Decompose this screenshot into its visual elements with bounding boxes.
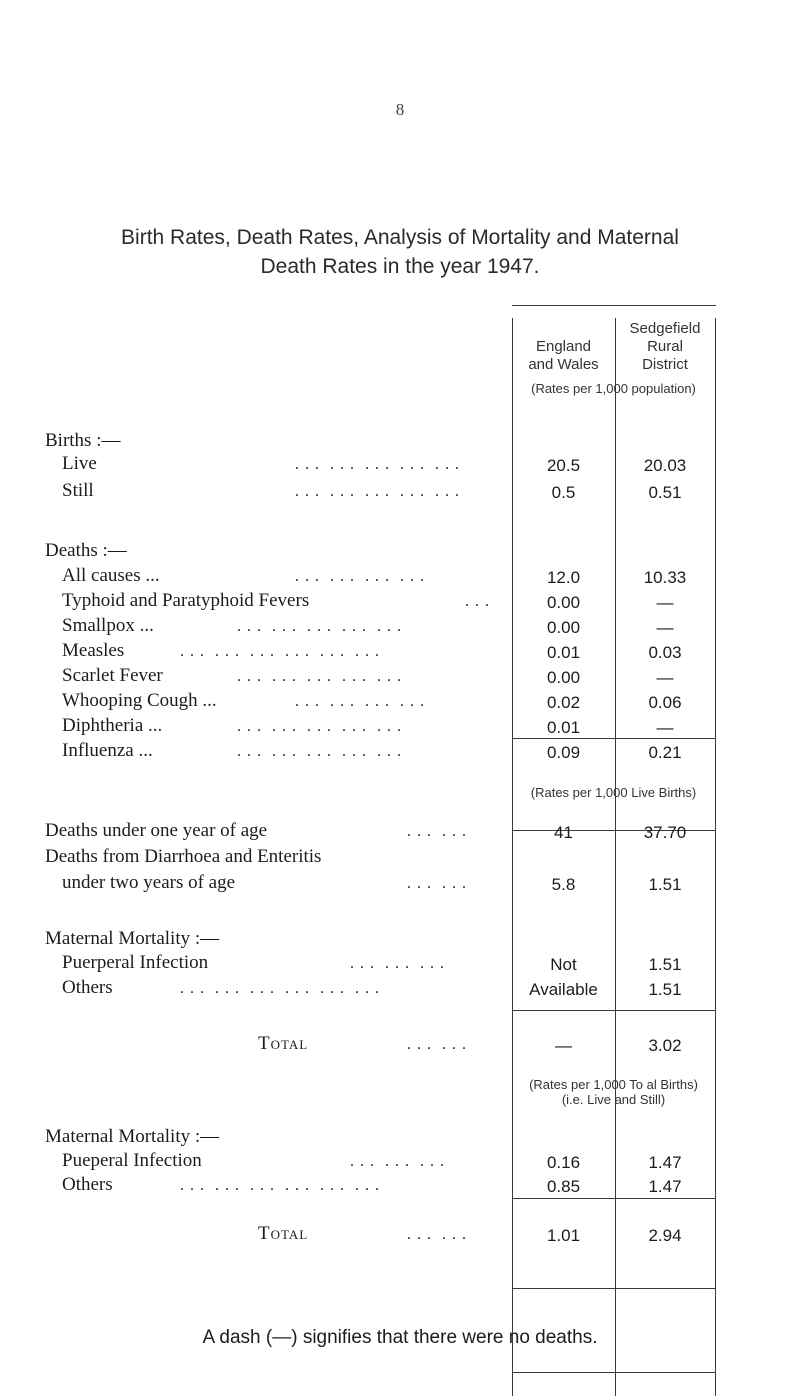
value-pueperal-ew: 0.16 [546,1153,581,1172]
value-all-causes-ew: 12.0 [546,568,581,587]
leader-dots: . . . . . . . . . . . . . . . . . . [180,643,380,660]
value-all-causes-sed: 10.33 [643,568,687,587]
value-total-ew: — [555,1036,572,1055]
footnote: A dash (—) signifies that there were no deaths. [202,1327,598,1348]
total-label-2: Total [258,1223,309,1244]
value-influenza-sed: 0.21 [648,743,682,762]
value-diphtheria-sed: — [656,718,674,737]
row-label-measles: Measles [62,640,125,661]
value-total-2-sed: 2.94 [648,1226,682,1245]
page-title-line-1: Birth Rates, Death Rates, Analysis of Mortality and Maternal [121,226,679,249]
row-label-typhoid: Typhoid and Paratyphoid Fevers [62,590,310,611]
value-others-sed: 1.51 [648,980,682,999]
row-label-live: Live [62,453,97,474]
value-measles-ew: 0.01 [546,643,581,662]
leader-dots: . . . . . . . . . . . . . . . [237,718,402,735]
leader-dots: . . . . . . . . . [350,955,445,972]
leader-dots: . . . . . . [407,1036,467,1053]
leader-dots: . . . . . . . . . . . . . . . [237,743,402,760]
value-smallpox-ew: 0.00 [546,618,581,637]
leader-dots: . . . . . . . . . [350,1153,445,1170]
leader-dots: . . . . . . . . . . . . . . . . . . [180,1177,380,1194]
row-label-under-one: Deaths under one year of age [45,820,268,841]
leader-dots: . . . . . . [407,1226,467,1243]
leader-dots: . . . [465,593,490,610]
row-label-all-causes: All causes ... [62,565,160,586]
leader-dots: . . . . . . [407,875,467,892]
page-number: 8 [395,100,405,119]
value-typhoid-sed: — [656,593,674,612]
row-label-smallpox: Smallpox ... [62,615,154,636]
value-influenza-ew: 0.09 [546,743,581,762]
value-diarrhoea-sed: 1.51 [648,875,682,894]
rate-note-live-births: (Rates per 1,000 Live Births) [530,785,697,800]
value-under-one-ew: 41 [554,823,573,842]
leader-dots: . . . . . . . . . . . . . . . . . . [180,980,380,997]
row-label-others: Others [62,977,113,998]
page-title-line-2: Death Rates in the year 1947. [260,255,540,278]
row-label-diphtheria: Diphtheria ... [62,715,163,736]
row-label-whooping-cough: Whooping Cough ... [62,690,217,711]
value-total-sed: 3.02 [648,1036,682,1055]
leader-dots: . . . . . . . . . . . . [295,568,425,585]
births-heading: Births :— [45,430,121,451]
table-top-rule [512,305,716,306]
leader-dots: . . . . . . [407,823,467,840]
table-bottom-rule [512,1372,716,1373]
leader-dots: . . . . . . . . . . . . [295,693,425,710]
row-label-pueperal-infection: Pueperal Infection [62,1150,202,1171]
value-live-sed: 20.03 [643,456,687,475]
rule-final-total [512,1288,716,1289]
row-label-scarlet-fever: Scarlet Fever [62,665,163,686]
value-pueperal-sed: 1.47 [648,1153,682,1172]
maternal-mortality-heading: Maternal Mortality :— [45,928,220,949]
value-whooping-cough-ew: 0.02 [546,693,581,712]
row-label-still: Still [62,480,94,501]
value-others-ew: Available [529,980,598,999]
value-measles-sed: 0.03 [648,643,682,662]
rate-note-population: (Rates per 1,000 population) [531,381,696,396]
value-diphtheria-ew: 0.01 [546,718,581,737]
rule-live-births [512,738,716,739]
leader-dots: . . . . . . . . . . . . . . . [237,618,402,635]
total-label: Total [258,1033,309,1054]
rule-maternal-total [512,1010,716,1011]
rule-total-births [512,1198,716,1199]
value-puerperal-ew: Not [550,955,577,974]
rate-note-total-births: (Rates per 1,000 To al Births) (i.e. Live and Still) [529,1077,698,1107]
table-right-rule [715,318,716,1396]
value-still-sed: 0.51 [648,483,682,502]
leader-dots: . . . . . . . . . . . . . . . [295,456,460,473]
value-still-ew: 0.5 [551,483,576,502]
value-scarlet-fever-sed: — [656,668,674,687]
leader-dots: . . . . . . . . . . . . . . . [295,483,460,500]
value-scarlet-fever-ew: 0.00 [546,668,581,687]
value-typhoid-ew: 0.00 [546,593,581,612]
value-others-2-ew: 0.85 [546,1177,581,1196]
value-total-2-ew: 1.01 [546,1226,581,1245]
column-header-england-wales: England and Wales [528,338,599,373]
row-label-diarrhoea-line-2: under two years of age [62,872,236,893]
value-whooping-cough-sed: 0.06 [648,693,682,712]
value-smallpox-sed: — [656,618,674,637]
row-label-puerperal-infection: Puerperal Infection [62,952,209,973]
value-live-ew: 20.5 [546,456,581,475]
row-label-influenza: Influenza ... [62,740,153,761]
value-under-one-sed: 37.70 [643,823,687,842]
value-puerperal-sed: 1.51 [648,955,682,974]
value-others-2-sed: 1.47 [648,1177,682,1196]
leader-dots: . . . . . . . . . . . . . . . [237,668,402,685]
row-label-others-2: Others [62,1174,113,1195]
maternal-mortality-heading-2: Maternal Mortality :— [45,1126,220,1147]
row-label-diarrhoea-line-1: Deaths from Diarrhoea and Enteritis [45,846,322,867]
column-header-sedgefield: Sedgefield Rural District [629,320,701,373]
value-diarrhoea-ew: 5.8 [551,875,576,894]
deaths-heading: Deaths :— [45,540,127,561]
